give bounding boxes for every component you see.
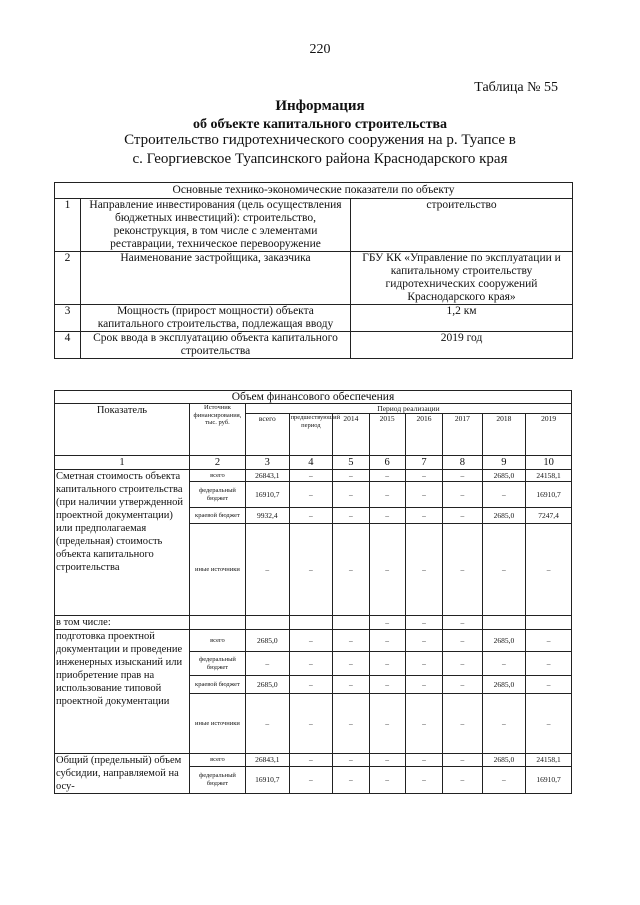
finance-title-row [55,391,572,404]
finance-value: 9932,4 [245,508,289,524]
indicator-label: Срок ввода в эксплуатацию объекта капитального строительства [81,332,351,359]
finance-value: – [289,676,333,694]
column-number: 1 [55,456,190,470]
finance-value: – [443,676,482,694]
finance-value: – [333,652,369,676]
indicator-label: Мощность (прирост мощности) объекта капитального строительства, подлежащая вводу [81,305,351,332]
finance-value: – [526,524,572,616]
indicators-body [55,199,573,359]
finance-value: – [405,508,442,524]
finance-value: – [333,508,369,524]
finance-value: – [405,630,442,652]
indicator-number: 1 [55,199,81,252]
finance-value: – [289,470,333,482]
finance-table [54,390,572,794]
finance-value: – [443,508,482,524]
finance-value: – [482,524,526,616]
finance-value: – [443,630,482,652]
finance-value: – [333,470,369,482]
indicator-row [55,332,573,359]
column-number: 8 [443,456,482,470]
finance-value: – [289,524,333,616]
finance-value: – [369,652,405,676]
indicator-label: Наименование застройщика, заказчика [81,252,351,305]
finance-value: – [333,766,369,793]
column-number: 2 [189,456,245,470]
finance-value: – [482,766,526,793]
col-year-2016: 2016 [405,414,442,456]
finance-value: – [333,694,369,754]
document-title: Информация [275,98,365,114]
finance-value [333,616,369,630]
finance-value: – [289,754,333,767]
finance-value: – [443,754,482,767]
finance-indicator-label: Сметная стоимость объекта капитального строительства (при наличии утвержденной проектной документации) или предполагаемая (предельная) стоимость объекта капитального строительства [55,470,190,616]
indicators-header: Основные технико-экономические показатели по объекту [55,183,573,199]
indicator-label: Направление инвестирования (цель осуществления бюджетных инвестиций): строительство, реконструкция, в том числе с элементами реставрации, техническое перевооружение [81,199,351,252]
column-number: 4 [289,456,333,470]
finance-source: федеральный бюджет [189,766,245,793]
indicator-row [55,199,573,252]
finance-value: – [482,694,526,754]
finance-value: – [333,524,369,616]
finance-value: 24158,1 [526,754,572,767]
table-number: Таблица № 55 [474,80,558,95]
column-number-row [55,456,572,470]
finance-row [55,616,572,630]
finance-value [289,616,333,630]
finance-value: – [405,482,442,508]
col-period-header: Период реализации [245,404,571,414]
finance-value: – [526,652,572,676]
finance-value: – [443,470,482,482]
finance-value: – [369,470,405,482]
column-number: 5 [333,456,369,470]
finance-value: – [405,470,442,482]
indicator-value: ГБУ КК «Управление по эксплуатации и капитальному строительству гидротехнических сооружений Краснодарского края» [351,252,573,305]
finance-indicator-label: подготовка проектной документации и проведение инженерных изысканий или приобретение прав на использование типовой проектной документации [55,630,190,754]
col-year-2019: 2019 [526,414,572,456]
finance-value [482,616,526,630]
finance-value: – [289,694,333,754]
finance-value: – [245,652,289,676]
finance-value: 2685,0 [245,630,289,652]
indicator-row [55,305,573,332]
page-number: 220 [309,42,331,57]
indicators-table [54,182,573,359]
finance-value: 2685,0 [482,676,526,694]
finance-header-row-1 [55,404,572,414]
finance-value: – [333,676,369,694]
finance-value: 2685,0 [482,470,526,482]
finance-value: – [526,676,572,694]
finance-title: Объем финансового обеспечения [55,391,572,404]
finance-value: – [405,694,442,754]
finance-value: 24158,1 [526,470,572,482]
finance-value: – [482,482,526,508]
finance-value: – [405,652,442,676]
indicator-value: 2019 год [351,332,573,359]
finance-source: иные источники [189,524,245,616]
finance-value [245,616,289,630]
finance-value: – [245,524,289,616]
finance-source: федеральный бюджет [189,652,245,676]
finance-value: – [405,676,442,694]
finance-value: – [443,652,482,676]
finance-value: – [443,694,482,754]
finance-row [55,630,572,652]
finance-value: – [369,630,405,652]
finance-source: всего [189,630,245,652]
finance-value: – [369,766,405,793]
indicators-header-row [55,183,573,199]
finance-value: – [443,482,482,508]
finance-value: 2685,0 [482,754,526,767]
finance-value: 2685,0 [482,508,526,524]
finance-value: 26843,1 [245,470,289,482]
column-number: 7 [405,456,442,470]
finance-value: 2685,0 [482,630,526,652]
col-source-header: Источник финансирования, тыс. руб. [189,404,245,456]
finance-value: – [333,630,369,652]
column-number: 6 [369,456,405,470]
col-year-2015: 2015 [369,414,405,456]
column-number: 9 [482,456,526,470]
finance-value: – [289,766,333,793]
column-number: 10 [526,456,572,470]
indicator-value: 1,2 км [351,305,573,332]
col-year-2014: 2014 [333,414,369,456]
finance-value: – [405,766,442,793]
finance-value: 16910,7 [245,482,289,508]
col-year-2017: 2017 [443,414,482,456]
indicator-number: 4 [55,332,81,359]
finance-value: – [289,652,333,676]
finance-value: – [369,676,405,694]
finance-row [55,470,572,482]
finance-value [526,616,572,630]
col-prev-header: предшествующий период [289,414,333,456]
finance-value: – [369,754,405,767]
finance-value: 16910,7 [526,482,572,508]
finance-value: – [405,524,442,616]
object-name [100,131,540,169]
finance-value: 7247,4 [526,508,572,524]
indicator-number: 2 [55,252,81,305]
document-subtitle: об объекте капитального строительства [192,117,448,132]
finance-source: краевой бюджет [189,676,245,694]
indicator-number: 3 [55,305,81,332]
finance-body [55,470,572,794]
finance-value: – [482,652,526,676]
finance-value: – [443,766,482,793]
finance-source: всего [189,754,245,767]
finance-value: – [289,508,333,524]
finance-value: – [369,524,405,616]
col-indicator-header: Показатель [55,404,190,456]
object-name-line-2: с. Георгиевское Туапсинского района Краснодарского края [132,151,508,167]
indicator-value: строительство [351,199,573,252]
finance-value: – [369,508,405,524]
finance-indicator-label: в том числе: [55,616,190,630]
finance-value: – [369,482,405,508]
column-number: 3 [245,456,289,470]
finance-value: – [405,754,442,767]
finance-source [189,616,245,630]
finance-value: – [526,694,572,754]
finance-value: – [369,694,405,754]
finance-source: федеральный бюджет [189,482,245,508]
finance-value: – [289,630,333,652]
finance-source: иные источники [189,694,245,754]
finance-value: 16910,7 [526,766,572,793]
finance-value: 2685,0 [245,676,289,694]
finance-source: краевой бюджет [189,508,245,524]
col-total-header: всего [245,414,289,456]
finance-row [55,754,572,767]
col-year-2018: 2018 [482,414,526,456]
finance-value: – [289,482,333,508]
finance-indicator-label: Общий (предельный) объем субсидии, направляемой на осу- [55,754,190,794]
object-name-line-1: Строительство гидротехнического сооружения на р. Туапсе в [124,132,516,148]
indicator-row [55,252,573,305]
finance-source: всего [189,470,245,482]
finance-value: – [526,630,572,652]
finance-value: – [443,524,482,616]
finance-value: – [333,754,369,767]
finance-value: – [245,694,289,754]
finance-value: 16910,7 [245,766,289,793]
finance-value: – [369,616,405,630]
finance-value: 26843,1 [245,754,289,767]
finance-value: – [333,482,369,508]
finance-value: – [405,616,442,630]
finance-value: – [443,616,482,630]
